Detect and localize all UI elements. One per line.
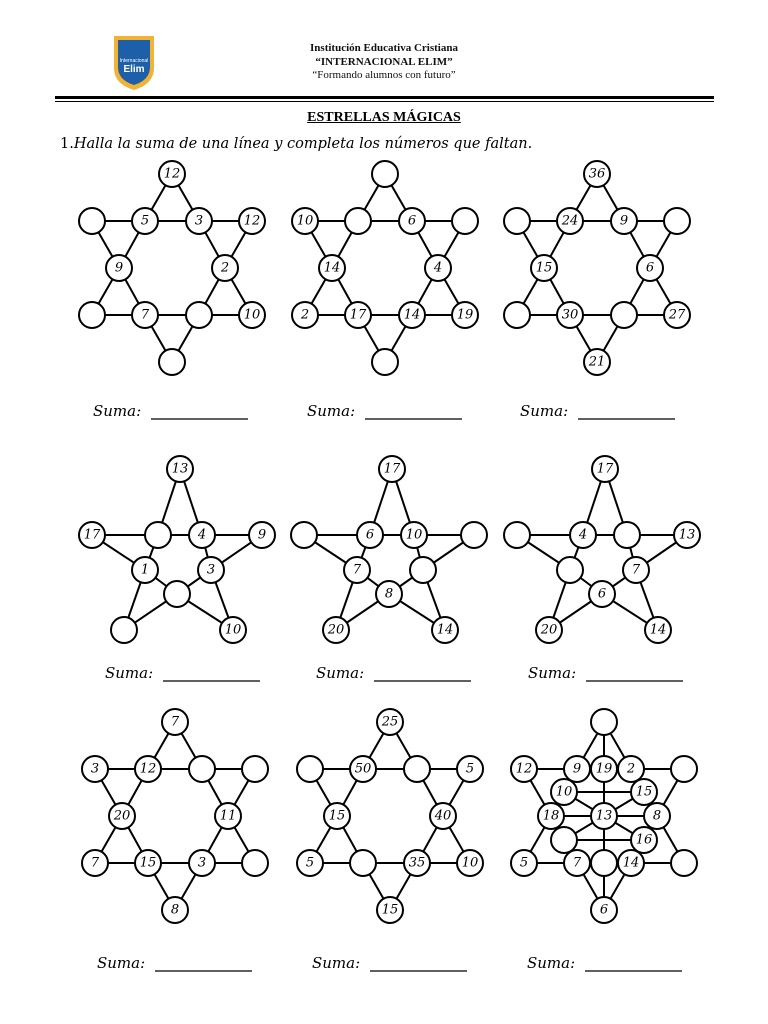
worksheet-title: ESTRELLAS MÁGICAS bbox=[307, 110, 461, 125]
node-number: 14 bbox=[436, 622, 454, 638]
node-number: 16 bbox=[635, 832, 653, 848]
empty-node[interactable] bbox=[159, 349, 185, 375]
node-number: 21 bbox=[588, 354, 606, 370]
svg-text:Internacional: Internacional bbox=[119, 58, 149, 64]
empty-node[interactable] bbox=[145, 522, 171, 548]
node-number: 14 bbox=[403, 307, 421, 323]
node-number: 6 bbox=[407, 213, 417, 229]
node-number: 8 bbox=[652, 808, 662, 824]
empty-node[interactable] bbox=[372, 349, 398, 375]
node-number: 25 bbox=[381, 714, 399, 730]
suma-label: Suma: bbox=[97, 954, 146, 972]
suma-label: Suma: bbox=[312, 954, 361, 972]
school-motto: “Formando alumnos con futuro” bbox=[312, 69, 456, 81]
empty-node[interactable] bbox=[504, 522, 530, 548]
school-name: Institución Educativa Cristiana bbox=[310, 42, 458, 54]
node-number: 12 bbox=[139, 761, 157, 777]
node-number: 17 bbox=[83, 527, 101, 543]
node-number: 10 bbox=[405, 527, 423, 543]
node-number: 20 bbox=[327, 622, 345, 638]
node-number: 10 bbox=[296, 213, 314, 229]
node-number: 9 bbox=[572, 761, 582, 777]
node-number: 10 bbox=[461, 855, 479, 871]
empty-node[interactable] bbox=[504, 208, 530, 234]
node-number: 6 bbox=[645, 260, 655, 276]
empty-node[interactable] bbox=[345, 208, 371, 234]
empty-node[interactable] bbox=[350, 850, 376, 876]
node-number: 4 bbox=[578, 527, 588, 543]
node-number: 6 bbox=[365, 527, 375, 543]
node-number: 1 bbox=[140, 562, 150, 578]
instruction-text: Halla la suma de una línea y completa los números que faltan. bbox=[73, 136, 533, 152]
empty-node[interactable] bbox=[611, 302, 637, 328]
node-number: 10 bbox=[243, 307, 261, 323]
node-number: 14 bbox=[622, 855, 640, 871]
empty-node[interactable] bbox=[614, 522, 640, 548]
node-number: 15 bbox=[139, 855, 157, 871]
empty-node[interactable] bbox=[372, 161, 398, 187]
node-number: 19 bbox=[595, 761, 613, 777]
node-number: 5 bbox=[305, 855, 315, 871]
star-puzzle-2 bbox=[292, 161, 478, 420]
node-number: 18 bbox=[542, 808, 560, 824]
node-number: 2 bbox=[300, 307, 310, 323]
node-number: 4 bbox=[433, 260, 443, 276]
empty-node[interactable] bbox=[297, 756, 323, 782]
institution-name: “INTERNACIONAL ELIM” bbox=[315, 56, 453, 68]
node-number: 10 bbox=[555, 784, 573, 800]
star-puzzle-3 bbox=[504, 161, 690, 420]
node-number: 9 bbox=[619, 213, 629, 229]
node-number: 3 bbox=[90, 761, 100, 777]
node-number: 15 bbox=[635, 784, 653, 800]
node-number: 4 bbox=[197, 527, 207, 543]
node-number: 8 bbox=[170, 902, 180, 918]
suma-label: Suma: bbox=[527, 954, 576, 972]
node-number: 36 bbox=[588, 166, 606, 182]
node-number: 20 bbox=[113, 808, 131, 824]
suma-label: Suma: bbox=[520, 402, 569, 420]
node-number: 3 bbox=[206, 562, 216, 578]
empty-node[interactable] bbox=[557, 557, 583, 583]
node-number: 5 bbox=[140, 213, 150, 229]
node-number: 50 bbox=[354, 761, 372, 777]
node-number: 13 bbox=[171, 461, 189, 477]
empty-node[interactable] bbox=[551, 827, 577, 853]
node-number: 7 bbox=[631, 562, 641, 578]
suma-label: Suma: bbox=[307, 402, 356, 420]
node-number: 15 bbox=[535, 260, 553, 276]
empty-node[interactable] bbox=[591, 850, 617, 876]
node-number: 13 bbox=[595, 808, 613, 824]
node-number: 6 bbox=[599, 902, 609, 918]
star-puzzle-4 bbox=[79, 456, 275, 682]
node-number: 30 bbox=[561, 307, 579, 323]
node-number: 7 bbox=[352, 562, 362, 578]
instruction-number: 1. bbox=[60, 136, 74, 152]
node-number: 17 bbox=[349, 307, 367, 323]
suma-label: Suma: bbox=[93, 402, 142, 420]
node-number: 14 bbox=[649, 622, 667, 638]
node-number: 17 bbox=[383, 461, 401, 477]
node-number: 14 bbox=[323, 260, 341, 276]
suma-label: Suma: bbox=[316, 664, 365, 682]
star-puzzle-5 bbox=[291, 456, 487, 682]
node-number: 15 bbox=[381, 902, 399, 918]
node-number: 24 bbox=[561, 213, 579, 229]
star-puzzle-6 bbox=[504, 456, 700, 682]
node-number: 12 bbox=[243, 213, 261, 229]
node-number: 10 bbox=[224, 622, 242, 638]
empty-node[interactable] bbox=[410, 557, 436, 583]
node-number: 35 bbox=[408, 855, 426, 871]
empty-node[interactable] bbox=[664, 208, 690, 234]
node-number: 12 bbox=[515, 761, 533, 777]
empty-node[interactable] bbox=[404, 756, 430, 782]
empty-node[interactable] bbox=[111, 617, 137, 643]
empty-node[interactable] bbox=[79, 302, 105, 328]
node-number: 12 bbox=[163, 166, 181, 182]
node-number: 3 bbox=[194, 213, 204, 229]
node-number: 9 bbox=[114, 260, 124, 276]
empty-node[interactable] bbox=[242, 850, 268, 876]
empty-node[interactable] bbox=[452, 208, 478, 234]
empty-node[interactable] bbox=[671, 850, 697, 876]
node-number: 7 bbox=[90, 855, 100, 871]
star-puzzle-1 bbox=[79, 161, 265, 420]
node-number: 15 bbox=[328, 808, 346, 824]
node-number: 2 bbox=[626, 761, 636, 777]
node-number: 19 bbox=[456, 307, 474, 323]
star-puzzle-7 bbox=[82, 709, 268, 972]
empty-node[interactable] bbox=[291, 522, 317, 548]
node-number: 5 bbox=[465, 761, 475, 777]
node-number: 7 bbox=[572, 855, 582, 871]
empty-node[interactable] bbox=[186, 302, 212, 328]
node-number: 9 bbox=[257, 527, 267, 543]
star-puzzle-8 bbox=[297, 709, 483, 972]
node-number: 7 bbox=[140, 307, 150, 323]
star-puzzle-9 bbox=[511, 709, 697, 972]
suma-label: Suma: bbox=[528, 664, 577, 682]
empty-node[interactable] bbox=[671, 756, 697, 782]
node-number: 6 bbox=[597, 586, 607, 602]
node-number: 13 bbox=[678, 527, 696, 543]
node-number: 8 bbox=[384, 586, 394, 602]
node-number: 20 bbox=[540, 622, 558, 638]
empty-node[interactable] bbox=[164, 581, 190, 607]
empty-node[interactable] bbox=[591, 709, 617, 735]
node-number: 11 bbox=[219, 808, 237, 824]
node-number: 7 bbox=[170, 714, 180, 730]
node-number: 17 bbox=[596, 461, 614, 477]
node-number: 27 bbox=[668, 307, 686, 323]
node-number: 2 bbox=[220, 260, 230, 276]
empty-node[interactable] bbox=[79, 208, 105, 234]
svg-text:Elim: Elim bbox=[123, 64, 145, 75]
suma-label: Suma: bbox=[105, 664, 154, 682]
node-number: 3 bbox=[197, 855, 207, 871]
empty-node[interactable] bbox=[504, 302, 530, 328]
node-number: 40 bbox=[434, 808, 452, 824]
empty-node[interactable] bbox=[189, 756, 215, 782]
empty-node[interactable] bbox=[461, 522, 487, 548]
node-number: 5 bbox=[519, 855, 529, 871]
empty-node[interactable] bbox=[242, 756, 268, 782]
